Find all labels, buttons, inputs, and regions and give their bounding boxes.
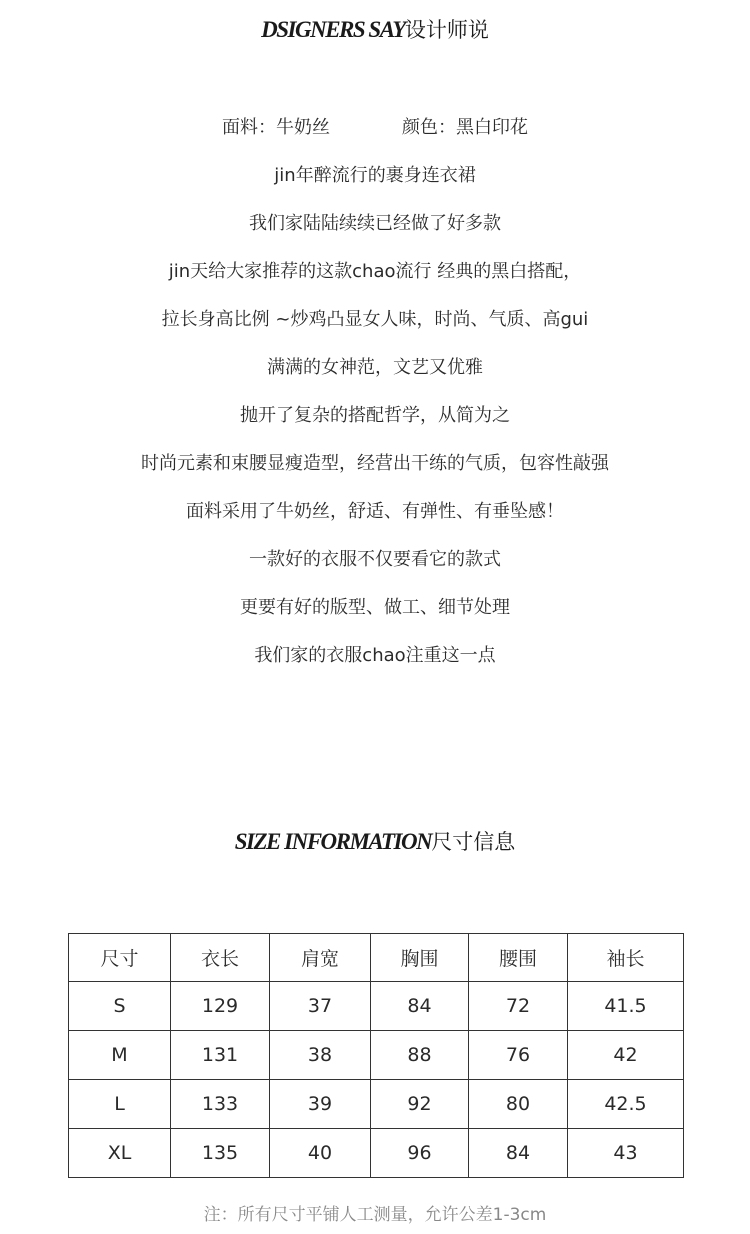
header-waist: 腰围 [469,934,568,982]
header-length: 衣长 [171,934,270,982]
table-row [69,982,684,1031]
description-line: 面料采用了牛奶丝，舒适、有弹性、有垂坠感！ [186,501,564,522]
description-line: jin年醉流行的裹身连衣裙 [274,165,476,186]
table-cell: 72 [469,982,568,1031]
table-cell: 84 [469,1129,568,1178]
header-size: 尺寸 [69,934,171,982]
table-row [69,1031,684,1080]
measurement-note: 注：所有尺寸平铺人工测量，允许公差1-3cm [203,1205,547,1225]
size-table [68,933,684,1178]
table-cell: 135 [171,1129,270,1178]
description-line: 更要有好的版型、做工、细节处理 [240,597,510,618]
description-line: 时尚元素和束腰显瘦造型，经营出干练的气质，包容性敲强 [141,453,609,474]
header-shoulder: 肩宽 [270,934,371,982]
designers-say-heading [0,14,750,44]
table-row [69,1080,684,1129]
description-line: 抛开了复杂的搭配哲学，从简为之 [240,405,510,426]
designers-say-heading-en: DSIGNERS SAY [261,17,405,42]
table-cell: 42 [568,1031,684,1080]
header-sleeve: 袖长 [568,934,684,982]
description-line: jin天给大家推荐的这款chao流行 经典的黑白搭配， [168,261,582,282]
description-line: 我们家的衣服chao注重这一点 [254,645,496,666]
table-cell: 43 [568,1129,684,1178]
table-cell: 80 [469,1080,568,1129]
table-cell: 92 [371,1080,469,1129]
table-cell: 96 [371,1129,469,1178]
table-cell: M [69,1031,171,1080]
table-cell: XL [69,1129,171,1178]
color-label: 颜色：黑白印花 [402,117,528,138]
table-cell: S [69,982,171,1031]
table-cell: 88 [371,1031,469,1080]
designers-say-heading-zh: 设计师说 [404,18,489,42]
size-information-heading-zh: 尺寸信息 [431,830,516,854]
description-line: 满满的女神范，文艺又优雅 [267,357,483,378]
table-cell: 40 [270,1129,371,1178]
table-cell: 133 [171,1080,270,1129]
table-cell: 129 [171,982,270,1031]
table-cell: 84 [371,982,469,1031]
product-description [0,113,750,689]
fabric-label: 面料：牛奶丝 [222,117,330,138]
header-bust: 胸围 [371,934,469,982]
table-cell: L [69,1080,171,1129]
size-table-header-row [69,934,684,982]
size-information-heading-en: SIZE INFORMATION [234,829,432,854]
table-cell: 42.5 [568,1080,684,1129]
description-line: 一款好的衣服不仅要看它的款式 [249,549,501,570]
table-cell: 38 [270,1031,371,1080]
table-cell: 37 [270,982,371,1031]
table-cell: 76 [469,1031,568,1080]
table-cell: 131 [171,1031,270,1080]
table-cell: 39 [270,1080,371,1129]
fabric-color-line [0,113,750,161]
size-information-heading [0,826,750,856]
table-cell: 41.5 [568,982,684,1031]
table-row [69,1129,684,1178]
description-line: 我们家陆陆续续已经做了好多款 [249,213,501,234]
description-line: 拉长身高比例 ~炒鸡凸显女人味，时尚、气质、高gui [161,309,589,330]
